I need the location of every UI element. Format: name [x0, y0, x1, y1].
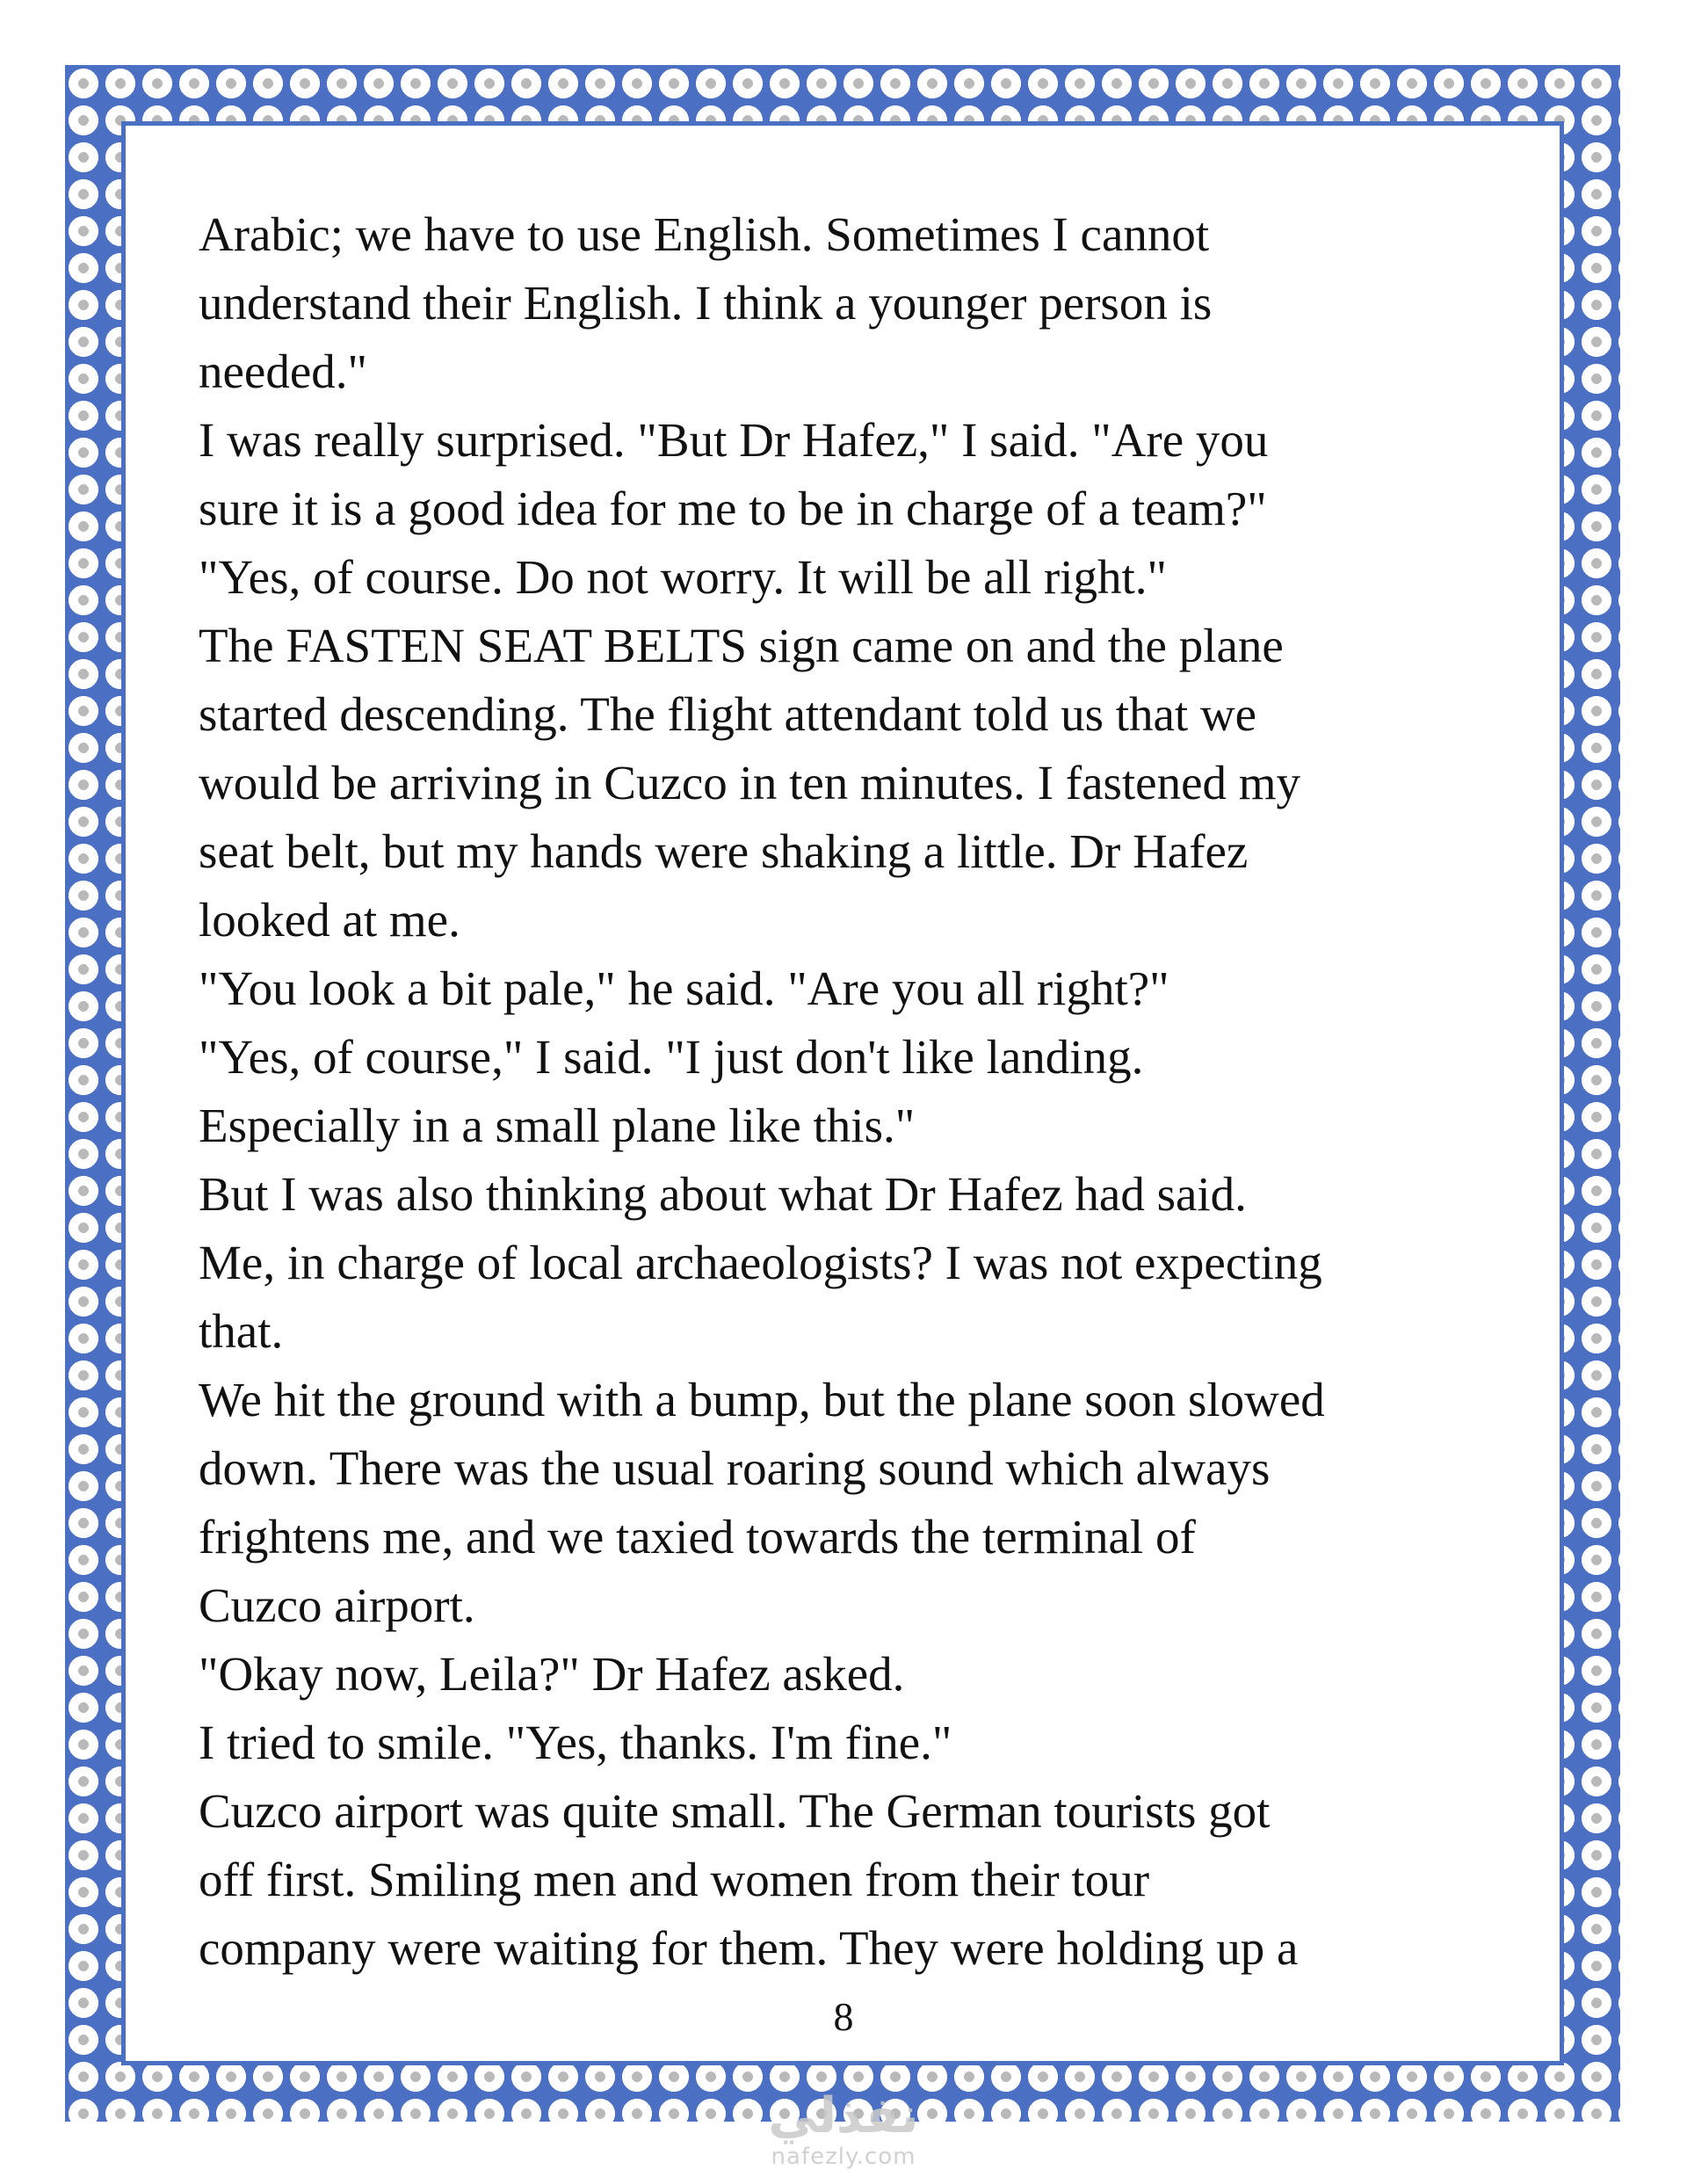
text-line: started descending. The flight attendant told us that we [199, 687, 1257, 741]
text-line: Arabic; we have to use English. Sometimes I cannot [199, 207, 1210, 261]
text-line: "Yes, of course. Do not worry. It will be all right." [199, 550, 1167, 604]
text-line: company were waiting for them. They were holding up a [199, 1921, 1299, 1975]
text-line: looked at me. [199, 893, 460, 947]
text-line: "Yes, of course," I said. "I just don't like landing. [199, 1030, 1144, 1084]
text-line: Cuzco airport. [199, 1578, 475, 1632]
text-line: I tried to smile. "Yes, thanks. I'm fine." [199, 1716, 952, 1769]
text-line: sure it is a good idea for me to be in charge of a team?" [199, 482, 1267, 535]
text-line: down. There was the usual roaring sound which always [199, 1441, 1271, 1495]
text-line: Especially in a small plane like this." [199, 1099, 916, 1152]
text-line: But I was also thinking about what Dr Hafez had said. [199, 1167, 1247, 1221]
text-line: understand their English. I think a younger person is [199, 276, 1213, 330]
page-number: 8 [833, 1994, 854, 2039]
text-line: would be arriving in Cuzco in ten minutes. I fastened my [199, 756, 1301, 809]
text-line: seat belt, but my hands were shaking a little. Dr Hafez [199, 824, 1249, 878]
text-line: Me, in charge of local archaeologists? I was not expecting [199, 1236, 1322, 1289]
text-line: Cuzco airport was quite small. The German tourists got [199, 1784, 1271, 1838]
site-watermark [756, 2087, 931, 2171]
text-line: that. [199, 1304, 284, 1358]
text-line: The FASTEN SEAT BELTS sign came on and the plane [199, 619, 1284, 672]
watermark-logo: نفذلي [768, 2087, 919, 2144]
text-line: off first. Smiling men and women from their tour [199, 1853, 1150, 1906]
watermark-site: nafezly.com [771, 2144, 916, 2170]
text-line: We hit the ground with a bump, but the plane soon slowed [199, 1373, 1325, 1426]
text-line: needed." [199, 345, 367, 398]
body-text [199, 200, 1517, 1983]
text-line: frightens me, and we taxied towards the terminal of [199, 1510, 1196, 1564]
text-line: "You look a bit pale," he said. "Are you all right?" [199, 961, 1169, 1015]
text-line: I was really surprised. "But Dr Hafez," I said. "Are you [199, 413, 1269, 467]
text-line: "Okay now, Leila?" Dr Hafez asked. [199, 1647, 905, 1701]
